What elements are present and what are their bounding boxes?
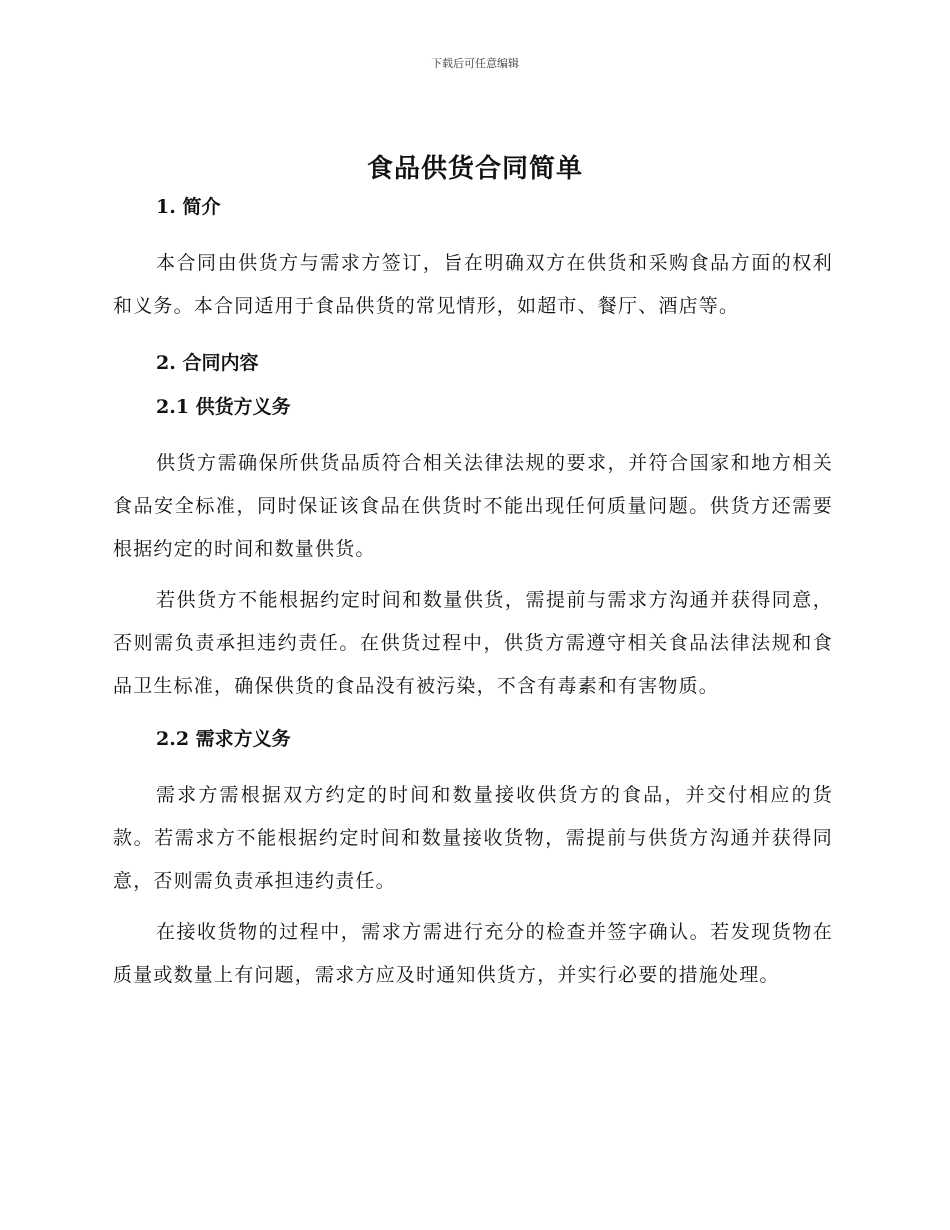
paragraph-supplier-obligations-2: 若供货方不能根据约定时间和数量供货，需提前与需求方沟通并获得同意，否则需负责承担违约责任。在供货过程中，供货方需遵守相关食品法律法规和食品卫生标准，确保供货的食品没有被污染，不含有毒素和有害物质。 [113,589,833,697]
paragraph-buyer-obligations-1: 需求方需根据双方约定的时间和数量接收供货方的食品，并交付相应的货款。若需求方不能根据约定时间和数量接收货物，需提前与供货方沟通并获得同意，否则需负责承担违约责任。 [113,784,833,892]
section-heading-intro: 1. 简介 [156,196,221,218]
paragraph-supplier-obligations-1: 供货方需确保所供货品质符合相关法律法规的要求，并符合国家和地方相关食品安全标准，同时保证该食品在供货时不能出现任何质量问题。供货方还需要根据约定的时间和数量供货。 [113,452,833,560]
paragraph-buyer-obligations-2: 在接收货物的过程中，需求方需进行充分的检查并签字确认。若发现货物在质量或数量上有问题，需求方应及时通知供货方，并实行必要的措施处理。 [113,921,833,986]
section-heading-supplier-obligations: 2.1 供货方义务 [156,396,291,418]
header-note: 下载后可任意编辑 [431,57,519,70]
section-heading-buyer-obligations: 2.2 需求方义务 [156,728,291,750]
document-title: 食品供货合同简单 [366,154,583,184]
section-heading-contract-content: 2. 合同内容 [156,352,259,374]
document-body [113,192,833,997]
paragraph-intro: 本合同由供货方与需求方签订，旨在明确双方在供货和采购食品方面的权利和义务。本合同适用于食品供货的常见情形，如超市、餐厅、酒店等。 [113,252,833,317]
